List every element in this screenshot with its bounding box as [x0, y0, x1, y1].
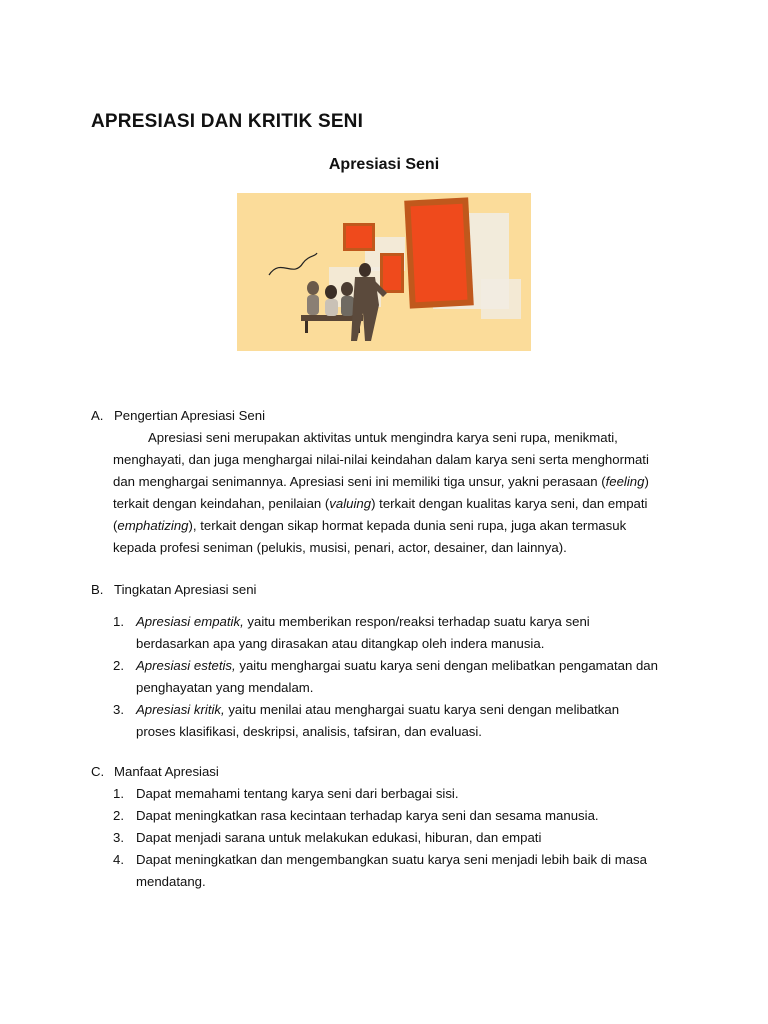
section-a-title: Pengertian Apresiasi Seni	[114, 408, 266, 423]
appreciation-levels-list	[113, 611, 688, 743]
list-term: Apresiasi empatik,	[136, 614, 244, 629]
section-subtitle: Apresiasi Seni	[328, 156, 440, 173]
document-title: APRESIASI DAN KRITIK SENI	[91, 111, 364, 132]
art-gallery-illustration	[237, 193, 531, 351]
list-number: 3.	[113, 830, 124, 845]
list-item: 3. Apresiasi kritik, yaitu menilai atau menghargai suatu karya seni dengan melibatkan proses klasifikasi, deskripsi, analisis, tafsiran, dan evaluasi.	[113, 699, 688, 743]
section-b-title: Tingkatan Apresiasi seni	[114, 582, 257, 597]
section-c-heading	[91, 761, 219, 783]
list-item: 2. Apresiasi estetis, yaitu menghargai suatu karya seni dengan melibatkan pengamatan dan penghayatan yang mendalam.	[113, 655, 688, 699]
section-b-heading	[91, 579, 256, 601]
term-emphatizing: emphatizing	[117, 518, 189, 533]
section-a-paragraph	[113, 427, 683, 559]
list-number: 1.	[113, 786, 124, 801]
list-item: 2. Dapat meningkatkan rasa kecintaan terhadap karya seni dan sesama manusia.	[113, 805, 688, 827]
list-number: 1.	[113, 614, 124, 629]
section-c-letter: C.	[91, 764, 105, 779]
paragraph-line: kepada profesi seniman (pelukis, musisi, penari, actor, desainer, dan lainnya).	[113, 540, 567, 555]
list-item: 1. Dapat memahami tentang karya seni dari berbagai sisi.	[113, 783, 688, 805]
list-item: 3. Dapat menjadi sarana untuk melakukan edukasi, hiburan, dan empati	[113, 827, 688, 849]
benefits-list	[113, 783, 688, 893]
section-b-letter: B.	[91, 582, 104, 597]
paragraph-line: Apresiasi seni merupakan aktivitas untuk mengindra karya seni rupa, menikmati,	[148, 430, 618, 445]
paragraph-line: menghayati, dan juga menghargai nilai-nilai keindahan dalam karya seni serta menghormati	[113, 452, 649, 467]
section-c-title: Manfaat Apresiasi	[114, 764, 219, 779]
section-a-heading	[91, 405, 265, 427]
list-number: 2.	[113, 808, 124, 823]
list-term: Apresiasi kritik,	[136, 702, 225, 717]
list-number: 2.	[113, 658, 124, 673]
list-number: 3.	[113, 702, 124, 717]
term-valuing: valuing	[329, 496, 372, 511]
paragraph-line: dan menghargai senimannya. Apresiasi seni ini memiliki tiga unsur, yakni perasaan (feeling)	[113, 474, 649, 489]
list-item: 4. Dapat meningkatkan dan mengembangkan suatu karya seni menjadi lebih baik di masa mendatang.	[113, 849, 688, 893]
list-number: 4.	[113, 852, 124, 867]
paragraph-line: (emphatizing), terkait dengan sikap hormat kepada dunia seni rupa, juga akan termasuk	[113, 518, 627, 533]
list-term: Apresiasi estetis,	[136, 658, 236, 673]
section-a-letter: A.	[91, 408, 104, 423]
term-feeling: feeling	[605, 474, 645, 489]
paragraph-line: terkait dengan keindahan, penilaian (valuing) terkait dengan kualitas karya seni, dan empati	[113, 496, 648, 511]
list-item: 1. Apresiasi empatik, yaitu memberikan respon/reaksi terhadap suatu karya seni berdasarkan apa yang dirasakan atau ditangkap oleh indera manusia.	[113, 611, 688, 655]
